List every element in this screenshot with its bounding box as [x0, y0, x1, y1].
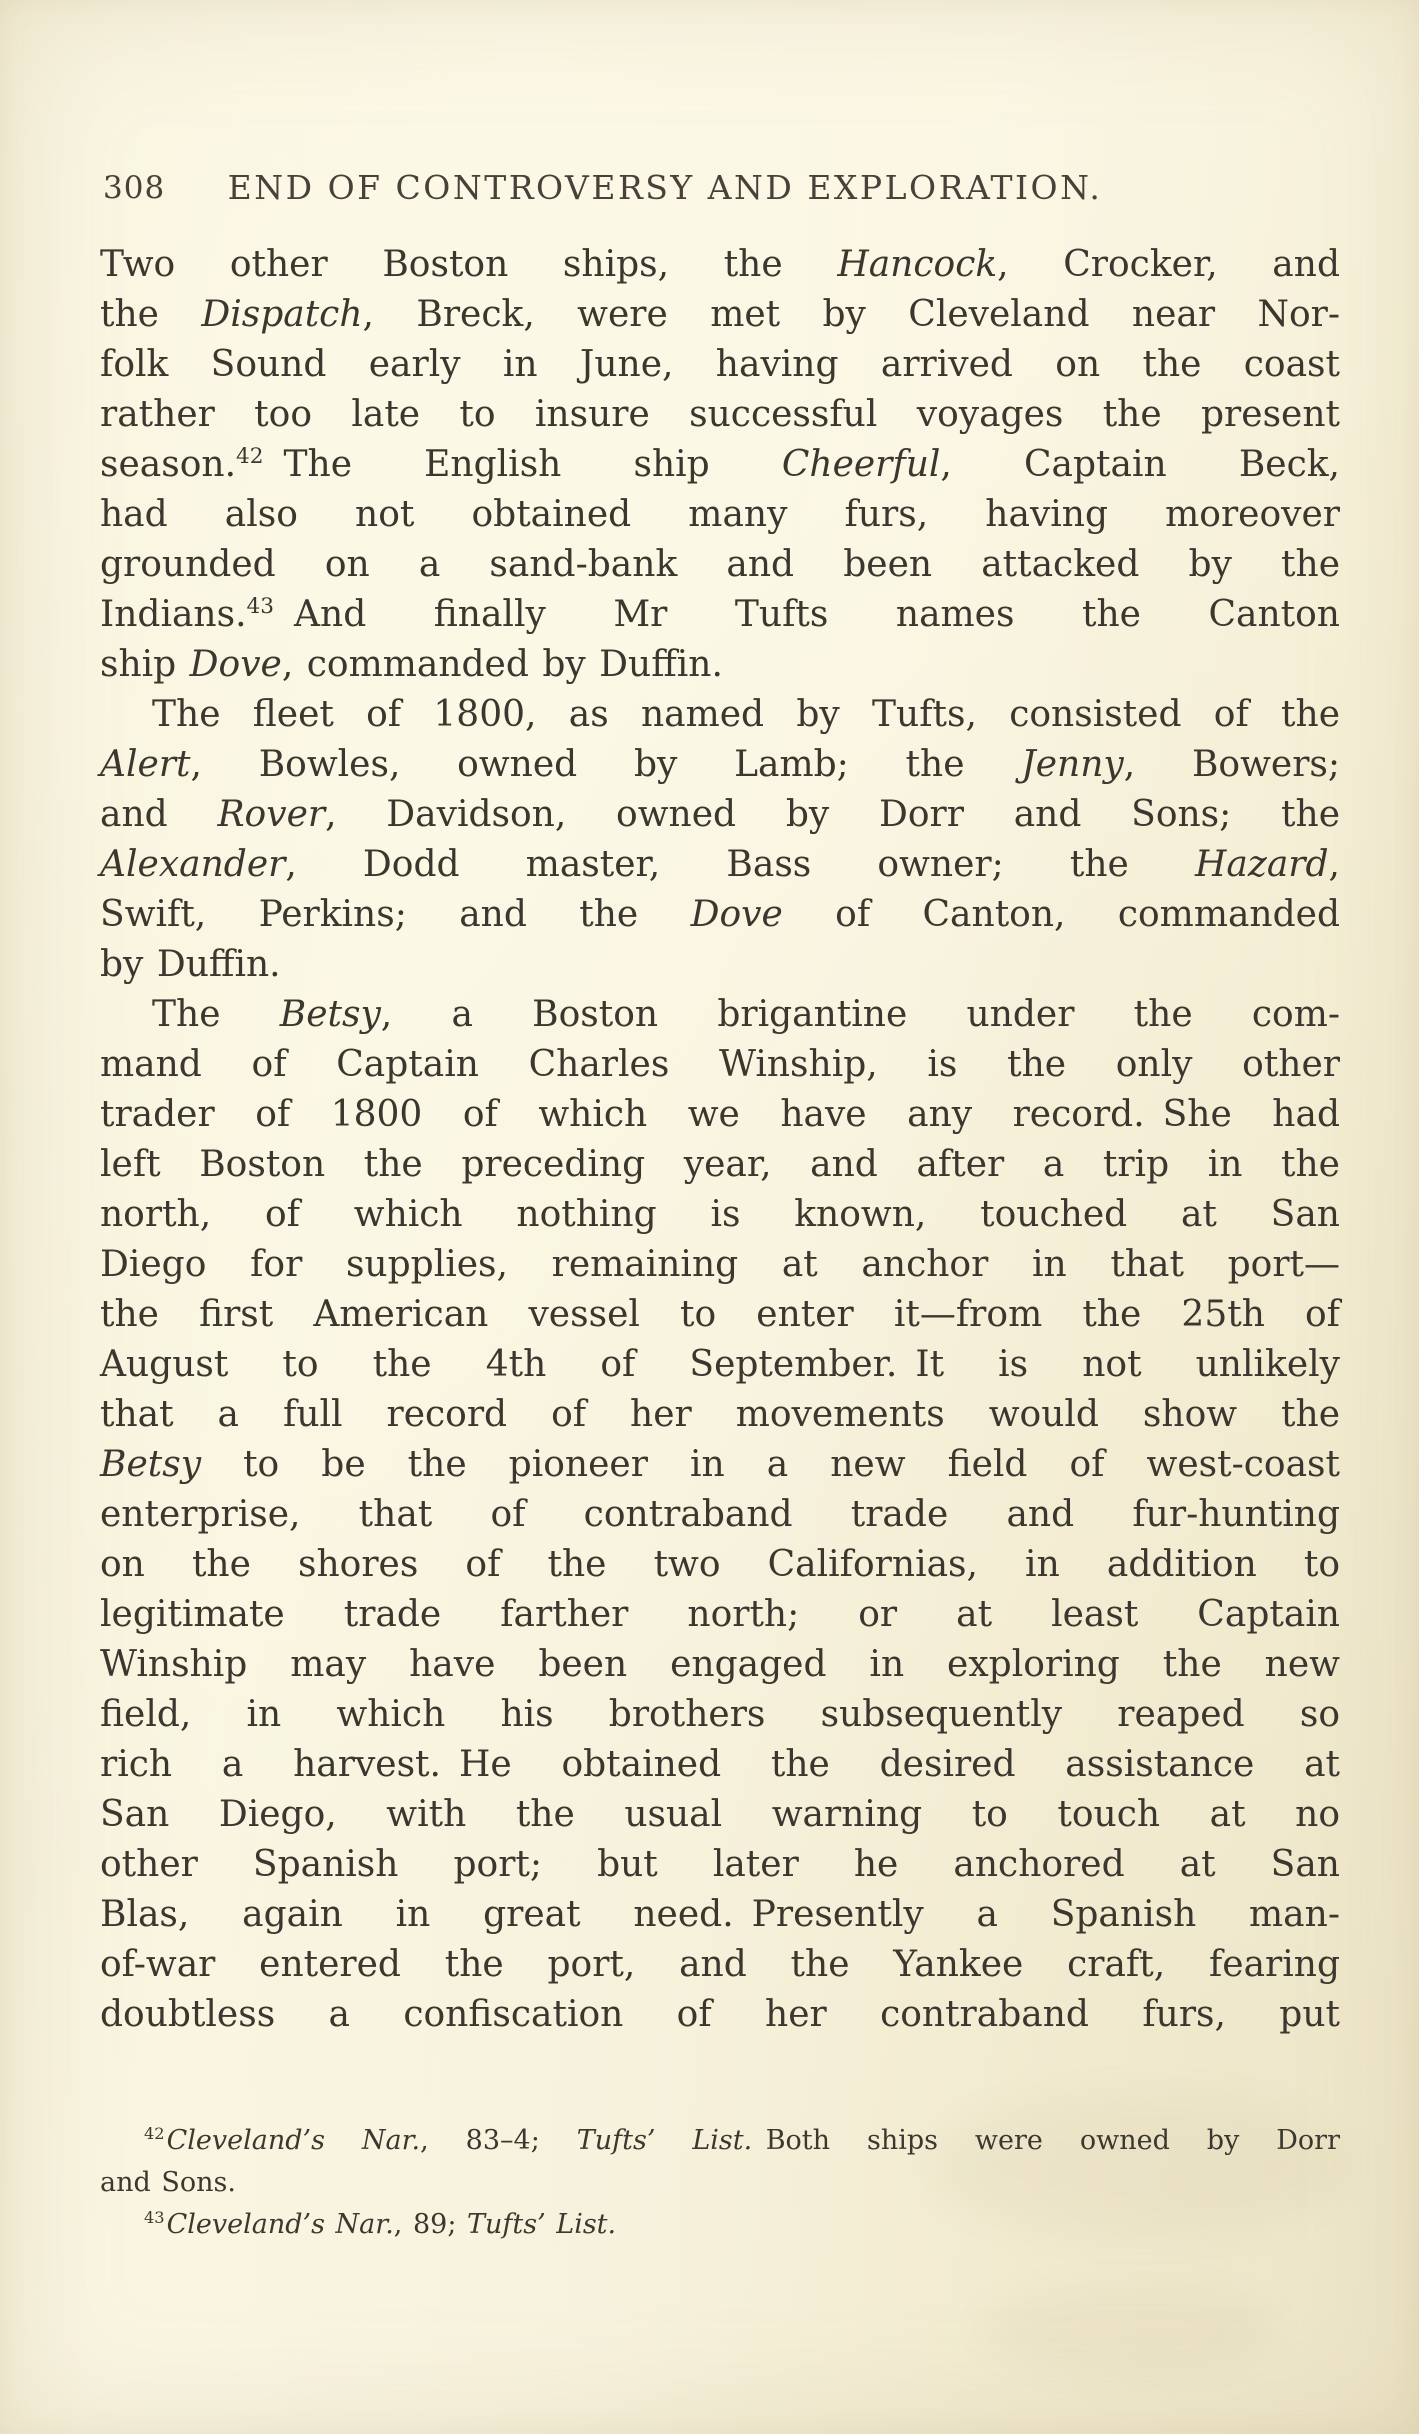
text-line	[100, 840, 1340, 890]
text-line	[100, 1890, 1340, 1940]
text-line	[100, 1240, 1340, 1290]
text-line	[100, 390, 1340, 440]
text-run: season.	[100, 444, 237, 485]
italic-text: Cleveland’s Nar.	[166, 2209, 394, 2240]
text-line	[100, 440, 1340, 490]
text-run: ,	[1328, 844, 1340, 885]
text-line	[100, 640, 1340, 690]
text-run: Both ships were owned by Dorr	[752, 2125, 1340, 2156]
text-run: , Breck, were met by Cleveland near Nor-	[362, 294, 1340, 335]
italic-text: Tufts’ List.	[576, 2125, 753, 2156]
italic-text: Rover	[217, 794, 326, 835]
text-run: Diego for supplies, remaining at anchor in that port—	[100, 1244, 1340, 1285]
text-line	[100, 940, 1340, 990]
paragraph	[100, 2204, 1340, 2246]
text-run: had also not obtained many furs, having moreover	[100, 494, 1340, 535]
text-run: , Dodd master, Bass owner; the	[285, 844, 1195, 885]
italic-text: Hancock	[837, 244, 998, 285]
text-run: and	[100, 794, 218, 835]
italic-text: Cleveland’s Nar.	[166, 2125, 421, 2156]
text-run: , Captain Beck,	[940, 444, 1340, 485]
italic-text: Betsy	[100, 1444, 202, 1485]
text-run: The fleet of 1800, as named by Tufts, consisted of the	[152, 694, 1340, 735]
text-run: Swift, Perkins; and the	[100, 894, 691, 935]
text-run: of Canton, commanded	[782, 894, 1340, 935]
text-run: San Diego, with the usual warning to touch at no	[100, 1794, 1340, 1835]
text-line	[100, 290, 1340, 340]
text-run: , 83–4;	[420, 2125, 577, 2156]
text-line	[100, 2162, 1340, 2204]
text-line	[100, 1490, 1340, 1540]
text-run: , commanded by Duffin.	[281, 644, 723, 685]
text-run: folk Sound early in June, having arrived on the coast	[100, 344, 1340, 385]
text-run: other Spanish port; but later he anchored at San	[100, 1844, 1340, 1885]
text-run: mand of Captain Charles Winship, is the only other	[100, 1044, 1340, 1085]
footnotes	[100, 2120, 1340, 2246]
text-line	[100, 1390, 1340, 1440]
text-line	[100, 790, 1340, 840]
italic-text: Dove	[189, 644, 282, 685]
running-header	[100, 168, 1340, 210]
text-line	[100, 740, 1340, 790]
text-line	[100, 1940, 1340, 1990]
text-run: The	[152, 994, 280, 1035]
text-line	[100, 990, 1340, 1040]
text-run: of-war entered the port, and the Yankee craft, fearing	[100, 1944, 1340, 1985]
text-line	[100, 1290, 1340, 1340]
italic-text: Jenny	[1021, 744, 1124, 785]
text-run: grounded on a sand-bank and been attacked by the	[100, 544, 1340, 585]
text-run: , Crocker, and	[997, 244, 1341, 285]
text-line	[100, 1990, 1340, 2040]
text-run: north, of which nothing is known, touched at San	[100, 1194, 1340, 1235]
italic-text: Tufts’ List.	[467, 2209, 617, 2240]
text-line	[100, 1640, 1340, 1690]
text-run: August to the 4th of September. It is not unlikely	[100, 1344, 1340, 1385]
text-line	[100, 1040, 1340, 1090]
text-run: that a full record of her movements would show the	[100, 1394, 1340, 1435]
paragraph	[100, 990, 1340, 2040]
text-run: ship	[100, 644, 190, 685]
text-line	[100, 240, 1340, 290]
text-line	[100, 1540, 1340, 1590]
footnote-ref: 43	[246, 594, 275, 619]
italic-text: Dispatch	[201, 294, 363, 335]
text-run: and Sons.	[100, 2167, 236, 2198]
show-through-smudge	[979, 2284, 1279, 2374]
text-run: left Boston the preceding year, and after a trip in the	[100, 1144, 1340, 1185]
page-number: 308	[103, 170, 166, 206]
text-line	[100, 690, 1340, 740]
italic-text: Dove	[690, 894, 783, 935]
paragraph	[100, 690, 1340, 990]
text-run: Blas, again in great need. Presently a Spanish man-	[100, 1894, 1340, 1935]
text-line	[100, 1090, 1340, 1140]
italic-text: Hazard	[1195, 844, 1329, 885]
italic-text: Betsy	[279, 994, 381, 1035]
text-line	[100, 1690, 1340, 1740]
text-run: rich a harvest. He obtained the desired assistance at	[100, 1744, 1340, 1785]
text-run: field, in which his brothers subsequently reaped so	[100, 1694, 1340, 1735]
text-run: , Bowles, owned by Lamb; the	[190, 744, 1022, 785]
text-run: to be the pioneer in a new field of west-coast	[201, 1444, 1340, 1485]
text-run: Winship may have been engaged in exploring the new	[100, 1644, 1340, 1685]
text-run: Indians.	[100, 594, 247, 635]
text-line	[100, 1140, 1340, 1190]
text-run: , a Boston brigantine under the com-	[380, 994, 1341, 1035]
italic-text: Alert	[100, 744, 191, 785]
text-line	[100, 1190, 1340, 1240]
footnote-ref: 42	[144, 2124, 165, 2143]
paragraph	[100, 2120, 1340, 2204]
text-line	[100, 1740, 1340, 1790]
text-line	[100, 2204, 1340, 2246]
text-run: legitimate trade farther north; or at least Captain	[100, 1594, 1340, 1635]
text-line	[100, 890, 1340, 940]
text-line	[100, 540, 1340, 590]
paragraph	[100, 240, 1340, 690]
italic-text: Alexander	[100, 844, 286, 885]
text-line	[100, 1790, 1340, 1840]
italic-text: Cheerful	[781, 444, 941, 485]
text-line	[100, 1340, 1340, 1390]
text-run: on the shores of the two Californias, in addition to	[100, 1544, 1340, 1585]
running-head-title: END OF CONTROVERSY AND EXPLORATION.	[227, 168, 1103, 207]
text-run: the	[100, 294, 202, 335]
text-run: Two other Boston ships, the	[100, 244, 838, 285]
text-run: , 89;	[393, 2209, 467, 2240]
text-run: , Davidson, owned by Dorr and Sons; the	[325, 794, 1340, 835]
text-line	[100, 1840, 1340, 1890]
text-run: the first American vessel to enter it—from the 25th of	[100, 1294, 1340, 1335]
text-line	[100, 490, 1340, 540]
text-run: enterprise, that of contraband trade and fur-hunting	[100, 1494, 1340, 1535]
text-run: doubtless a confiscation of her contraband furs, put	[100, 1994, 1340, 2035]
text-run: The English ship	[265, 444, 782, 485]
body-text	[100, 240, 1340, 2040]
text-run: trader of 1800 of which we have any record. She had	[100, 1094, 1340, 1135]
text-line	[100, 1590, 1340, 1640]
footnote-ref: 42	[236, 444, 264, 469]
text-run: by Duffin.	[100, 944, 281, 985]
text-line	[100, 2120, 1340, 2162]
text-run: And finally Mr Tufts names the Canton	[276, 594, 1340, 635]
text-line	[100, 340, 1340, 390]
text-run: rather too late to insure successful voyages the present	[100, 394, 1340, 435]
text-line	[100, 590, 1340, 640]
text-line	[100, 1440, 1340, 1490]
text-run: , Bowers;	[1123, 744, 1341, 785]
footnote-ref: 43	[144, 2208, 165, 2227]
